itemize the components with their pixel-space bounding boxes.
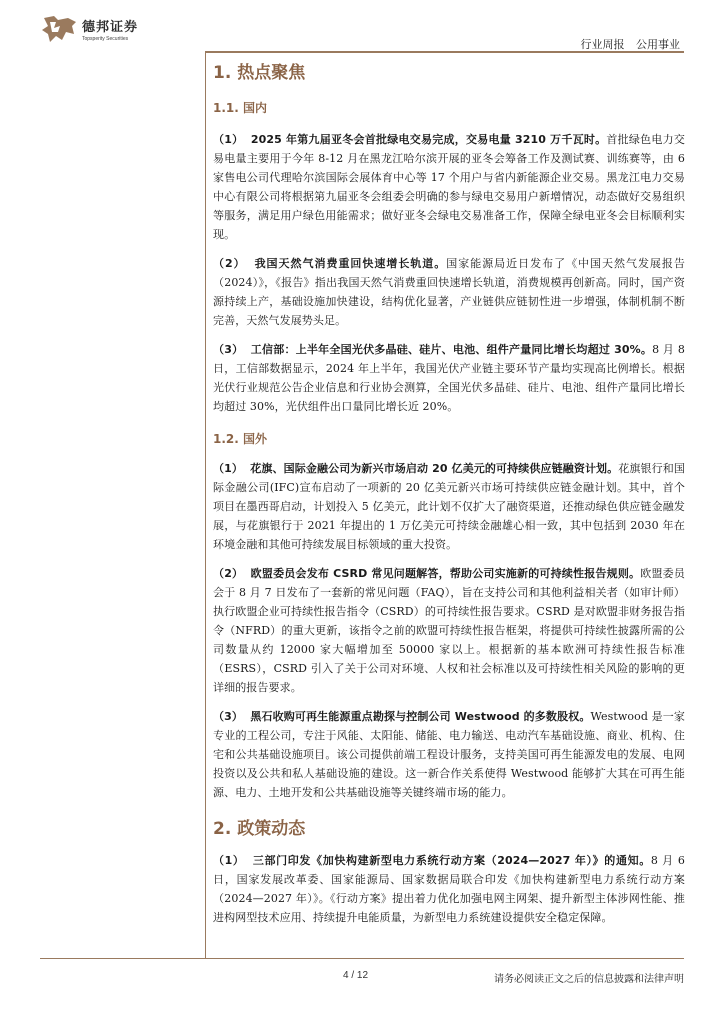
policy-item-1 xyxy=(213,851,685,927)
item-number: （3） xyxy=(213,710,244,723)
item-headline: 欧盟委员会发布 CSRD 常见问题解答，帮助公司实施新的可持续性报告规则。 xyxy=(250,567,641,580)
report-type: 行业周报 xyxy=(580,38,625,51)
domestic-item-2 xyxy=(213,254,685,330)
item-headline: 三部门印发《加快构建新型电力系统行动方案（2024—2027 年）》的通知。 xyxy=(252,854,651,867)
item-headline: 花旗、国际金融公司为新兴市场启动 20 亿美元的可持续供应链融资计划。 xyxy=(250,462,619,475)
item-body: 8 月 8 日，工信部数据显示，2024 年上半年，我国光伏产业链主要环节产量均实现高比例增长。根据光伏行业规范公告企业信息和行业协会测算，全国光伏多晶硅、硅片、电池、组件产量同比增长均超过 30%，光伏组件出口量同比增长近 20%。 xyxy=(213,343,685,413)
header-rule xyxy=(205,51,684,53)
domestic-item-3 xyxy=(213,340,685,416)
item-body: 国家能源局近日发布了《中国天然气发展报告（2024）》，《报告》指出我国天然气消费重回快速增长轨道，消费规模再创新高。同时，国产资源持续上产，基础设施加快建设，结构优化显著，产业链供应链韧性进一步增强，体制机制不断完善，天然气发展势头足。 xyxy=(213,257,685,327)
section-title-policy: 2. 政策动态 xyxy=(213,819,306,839)
item-headline: 工信部：上半年全国光伏多晶硅、硅片、电池、组件产量同比增长均超过 30%。 xyxy=(250,343,653,356)
item-headline: 2025 年第九届亚冬会首批绿电交易完成，交易电量 3210 万千瓦时。 xyxy=(250,133,607,146)
foreign-item-1 xyxy=(213,459,685,554)
section-title-hot-topics: 1. 热点聚焦 xyxy=(213,63,306,83)
item-headline: 我国天然气消费重回快速增长轨道。 xyxy=(254,257,447,270)
brand-name-en: Topsperity Securities xyxy=(82,36,129,42)
item-body: Westwood 是一家专业的工程公司，专注于风能、太阳能、储能、电力输送、电动汽车基础设施、商业、机构、住宅和公共基础设施项目。该公司提供前端工程设计服务，支持美国可再生能源发电的发展、电网投资以及公共和私人基础设施的建设。这一新合作关系使得 Westwood 能够扩大其在可再生能源、电力、土地开发和公共基础设施等关键终端市场的能力。 xyxy=(213,710,685,799)
item-body: 首批绿色电力交易电量主要用于今年 8-12 月在黑龙江哈尔滨开展的亚冬会筹备工作及测试赛、训练赛等，由 6 家售电公司代理哈尔滨国际会展体育中心等 17 个用户与省内新能源企业交易。黑龙江电力交易中心有限公司将根据第九届亚冬会组委会明确的参与绿电交易用户新增情况，动态做好交易组织等服务，满足用户绿色用能需求；做好亚冬会绿电交易准备工作，保障全绿电亚冬会目标顺利实现。 xyxy=(213,133,685,241)
industry-label: 公用事业 xyxy=(636,38,680,51)
item-number: （1） xyxy=(213,854,245,867)
domestic-item-1 xyxy=(213,130,685,244)
item-body: 花旗银行和国际金融公司(IFC)宣布启动了一项新的 20 亿美元新兴市场可持续供应链金融计划。其中，首个项目在墨西哥启动，计划投入 5 亿美元，此计划不仅扩大了融资渠道，还推动绿色供应链金融发展，与花旗银行于 2021 年提出的 1 万亿美元可持续金融雄心相一致，其中包括到 2030 年在环境金融和其他可持续发展目标领域的重大投资。 xyxy=(213,462,685,551)
subsection-title-domestic: 1.1. 国内 xyxy=(213,101,267,115)
foreign-item-2 xyxy=(213,564,685,697)
page-header xyxy=(40,12,684,62)
main-content xyxy=(213,58,685,927)
bull-logo-icon xyxy=(40,12,80,46)
item-number: （2） xyxy=(213,567,244,580)
subsection-title-foreign: 1.2. 国外 xyxy=(213,432,267,446)
item-number: （1） xyxy=(213,133,244,146)
brand-logo xyxy=(40,12,138,46)
item-body: 8 月 6 日，国家发展改革委、国家能源局、国家数据局联合印发《加快构建新型电力系统行动方案（2024—2027 年）》。《行动方案》提出着力优化加强电网主网架、提升新型主体涉网性能、推进构网型技术应用、持续提升电能质量，为新型电力系统建设提供安全稳定保障。 xyxy=(213,854,685,924)
left-margin-rule xyxy=(205,51,206,958)
item-headline: 黑石收购可再生能源重点勘探与控制公司 Westwood 的多数股权。 xyxy=(250,710,591,723)
item-number: （3） xyxy=(213,343,244,356)
item-number: （2） xyxy=(213,257,246,270)
report-meta xyxy=(573,36,681,52)
legal-disclaimer: 请务必阅读正文之后的信息披露和法律声明 xyxy=(494,974,684,985)
page-number: 4 / 12 xyxy=(343,970,369,981)
item-body: 欧盟委员会于 8 月 7 日发布了一套新的常见问题（FAQ），旨在支持公司和其他利益相关者（如审计师）执行欧盟企业可持续性报告指令（CSRD）的可持续性报告要求。CSRD 是对欧盟非财务报告指令（NFRD）的重大更新，该指令之前的欧盟可持续性报告框架，将提供可持续性披露所需的公司数量从约 12000 家大幅增加至 50000 家以上。根据新的基本欧洲可持续性报告标准（ESRS），CSRD 引入了关于公司对环境、人权和社会标准以及可持续性相关风险的影响的更详细的报告要求。 xyxy=(213,567,685,694)
brand-name-cn: 德邦证券 xyxy=(82,20,139,35)
footer-rule xyxy=(40,958,684,959)
item-number: （1） xyxy=(213,462,244,475)
foreign-item-3 xyxy=(213,707,685,802)
